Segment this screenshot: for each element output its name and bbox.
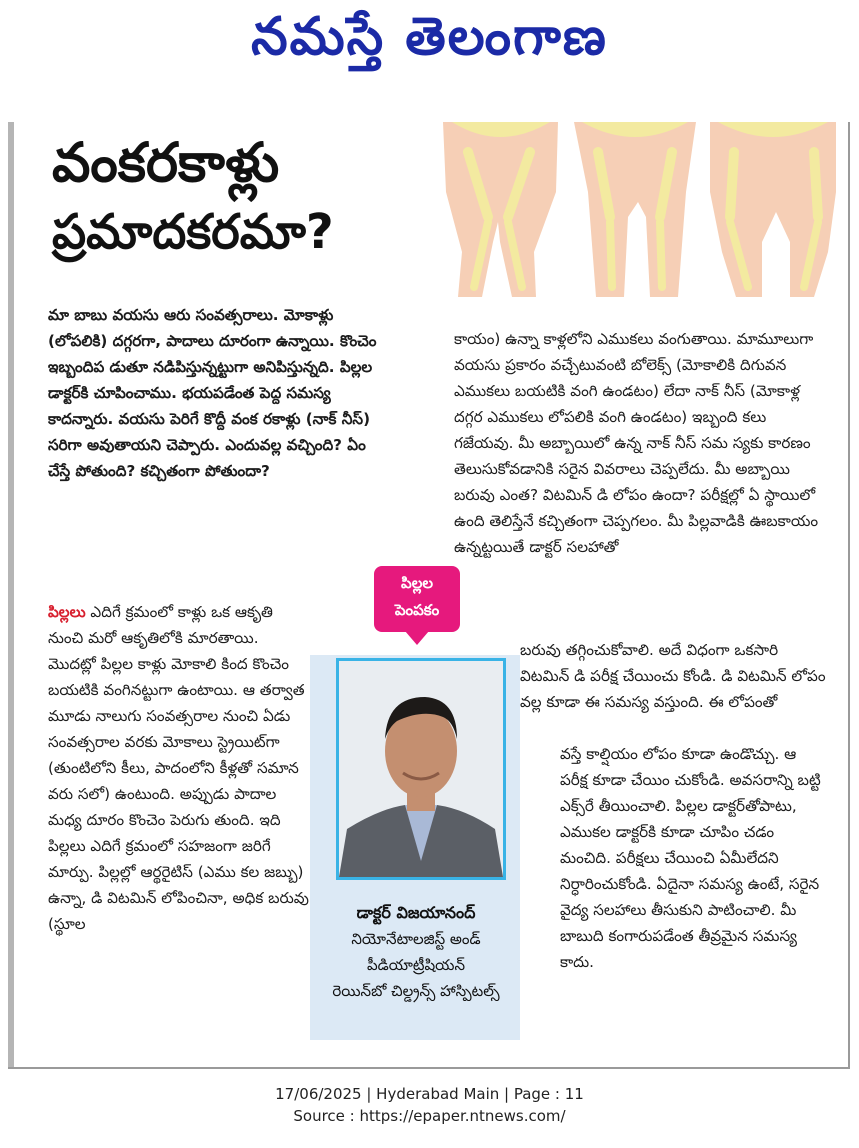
question-text bbox=[48, 302, 378, 484]
answer-paragraph-right-2: బరువు తగ్గించుకోవాలి. అదే విధంగా ఒకసారి విటమిన్ డి పరీక్ష చేయించు కోండి. డి విటమిన్ లోపం వల్ల కూడా ఈ సమస్య వస్తుంది. ఈ లోపంతో bbox=[520, 641, 826, 711]
answer-left-text: ఎదిగే క్రమంలో కాళ్లు ఒక ఆకృతి నుంచి మరో ఆకృతిలోకి మారతాయి. మొదట్లో పిల్లల కాళ్లు మోకాలి కింద కొంచెం బయటికి వంగినట్టుగా ఉంటాయి. ఆ తర్వాత మూడు నాలుగు సంవత్సరాల నుంచి ఏడు సంవత్సరాల వరకు మోకాలు స్ట్రెయిట్‌గా (తుంటిలోని కీలు, పాదంలోని కీళ్లతో సమాన వరు సలో) ఉంటుంది. అప్పుడు పాదాల మధ్య దూరం కొంచెం పెరుగు తుంది. ఇది పిల్లలు ఎదిగే క్రమంలో సహజంగా జరిగే మార్పు. పిల్లల్లో ఆర్థరైటిస్ (ఎము కల జబ్బు) ఉన్నా, డి విటమిన్ లోపించినా, అధిక బరువు (స్థూల bbox=[48, 603, 309, 933]
headline-line-1: వంకరకాళ్లు bbox=[52, 131, 280, 194]
legs-figure-knock-knees bbox=[443, 122, 558, 297]
doctor-title: నియోనేటాలజిస్ట్ అండ్ bbox=[351, 930, 481, 948]
doctor-portrait-icon bbox=[339, 661, 503, 877]
doctor-name: డాక్టర్ విజయానంద్ bbox=[356, 903, 476, 922]
section-tag-line-1: పిల్లల bbox=[401, 574, 433, 592]
section-tag-pointer bbox=[405, 631, 429, 645]
masthead-title: నమస్తే తెలంగాణ bbox=[251, 6, 608, 67]
answer-lead-word: పిల్లలు bbox=[48, 603, 86, 621]
answer-column-right-middle bbox=[520, 637, 826, 715]
answer-paragraph-right-1: కాయం) ఉన్నా కాళ్లలోని ఎముకలు వంగుతాయి. మామూలుగా వయసు ప్రకారం వచ్చేటువంటి బోలెక్స్ (మోకాలికి దిగువన ఎముకలు బయటికి వంగి ఉండటం) లేదా నాక్ నీస్ (మోకాళ్ల దగ్గర ఎముకలు లోపలికి వంగి ఉండటం) ఇబ్బంది కలు గజేయవు. మీ అబ్బాయిలో ఉన్న నాక్ నీస్ సమ స్యకు కారణం తెలుసుకోవడానికి సరైన వివరాలు చెప్పలేదు. మీ అబ్బాయి బరువు ఎంత? విటమిన్ డి లోపం ఉందా? పరీక్షల్లో ఏ స్థాయిలో ఉంది తెలిస్తేనే కచ్చితంగా చెప్పగలం. మీ పిల్లవాడికి ఊబకాయం ఉన్నట్టయితే డాక్టర్ సలహాతో bbox=[454, 330, 819, 556]
answer-column-right-top bbox=[454, 326, 826, 560]
legs-illustration bbox=[438, 122, 840, 297]
question-paragraph: మా బాబు వయసు ఆరు సంవత్సరాలు. మోకాళ్లు (లోపలికి) దగ్గరగా, పాదాలు దూరంగా ఉన్నాయి. కొంచెం ఇబ్బందిప డుతూ నడిపిస్తున్నట్టుగా అనిపిస్తున్నది. పిల్లల డాక్టర్‌కి చూపించాము. భయపడేంత పెద్ద సమస్య కాదన్నారు. వయసు పెరిగే కొద్దీ వంక రకాళ్లు (నాక్ నీస్) సరిగా అవుతాయని చెప్పారు. ఎందువల్ల వచ్చింది? ఏం చేస్తే పోతుంది? కచ్చితంగా పోతుందా? bbox=[48, 306, 377, 480]
footer-date-edition: 17/06/2025 | Hyderabad Main | Page : 11 bbox=[275, 1085, 584, 1103]
legs-figure-straight bbox=[574, 122, 696, 297]
answer-paragraph-left bbox=[48, 599, 310, 937]
legs-illustration-svg bbox=[438, 122, 840, 297]
doctor-photo bbox=[336, 658, 506, 880]
doctor-hospital: రెయిన్‌బో చిల్డ్రన్స్ హాస్పిటల్స్ bbox=[332, 982, 500, 1000]
page-footer bbox=[0, 1083, 859, 1127]
doctor-title-2: పీడియాట్రీషియన్ bbox=[367, 956, 465, 974]
answer-column-left bbox=[48, 599, 310, 937]
section-tag bbox=[374, 566, 460, 632]
answer-column-right-bottom bbox=[560, 741, 826, 975]
answer-paragraph-right-3: వస్తే కాల్షియం లోపం కూడా ఉండొచ్చు. ఆ పరీక్ష కూడా చేయిం చుకోండి. అవసరాన్ని బట్టి ఎక్స్‌రే తీయించాలి. పిల్లల డాక్టర్‌తోపాటు, ఎముకల డాక్టర్‌కి కూడా చూపిం చడం మంచిది. పరీక్షలు చేయించి ఏమీలేదని నిర్ధారించుకోండి. ఏదైనా సమస్య ఉంటే, సరైన వైద్య సలహాలు తీసుకుని పాటించాలి. మీ బాబుది కంగారుపడేంత తీవ్రమైన సమస్య కాదు. bbox=[560, 745, 821, 971]
section-tag-line-2: పెంపకం bbox=[394, 601, 440, 619]
headline-line-2: ప్రమాదకరమా? bbox=[52, 204, 334, 260]
legs-figure-bow-legs bbox=[710, 122, 836, 297]
footer-source: Source : https://epaper.ntnews.com/ bbox=[293, 1107, 566, 1125]
headline bbox=[52, 126, 432, 264]
doctor-caption bbox=[314, 900, 518, 1004]
